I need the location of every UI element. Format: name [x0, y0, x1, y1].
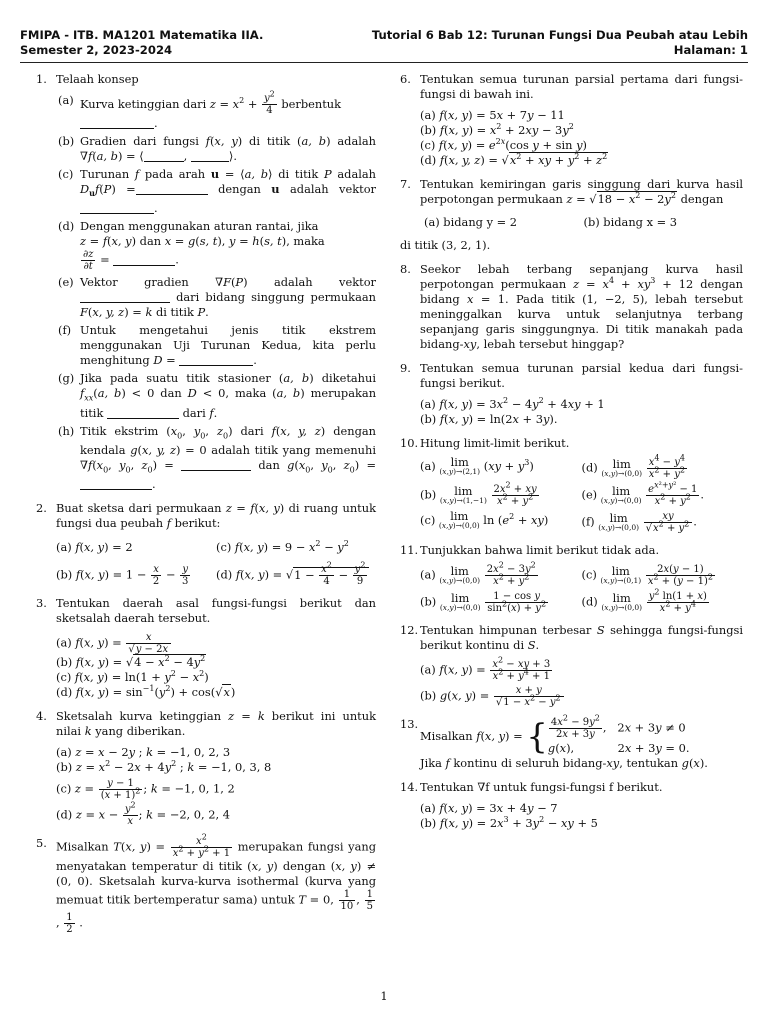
item-label: (b) [58, 134, 75, 148]
item-a: (a) f(x, y) = $\frac{x^2 - xy + 3}{x^2 + y^4 + 1}$ [420, 655, 551, 682]
item-e: (e) lim (x,y)→(0,0) $\frac{e^{x^2+y^2} - 1}{x^2 + y^2}$ . [581, 480, 705, 507]
answer-blank[interactable] [191, 150, 229, 162]
question-title: Tentukan himpunan terbesar S sehingga fungsi-fungsi berikut kontinu di S. [420, 623, 743, 652]
item-b: (b) bidang x = 3 [583, 215, 678, 229]
question-5 [36, 832, 377, 936]
question-title: Sketsalah kurva ketinggian z = k berikut ini untuk nilai k yang diberikan. [56, 709, 376, 739]
question-2 [36, 501, 376, 587]
item-label: (e) [58, 275, 74, 290]
question-11 [400, 543, 743, 614]
item-c: (c) lim (x,y)→(0,1) $\frac{2x(y - 1)}{x^2 + (y - 1)^2}$ [581, 563, 713, 587]
question-intro: Misalkan f(x, y) = [420, 729, 527, 743]
semester: Semester 2, 2023-2024 [20, 43, 173, 57]
row [56, 560, 376, 588]
question-10 [400, 436, 743, 534]
item-a: (a) bidang y = 2 [424, 215, 518, 229]
question-title: Tentukan semua turunan parsial pertama dari fungsi-fungsi di bawah ini. [420, 72, 743, 101]
item-b: (b) f(x, y) = ln(2x + 3y). [420, 412, 558, 426]
left-column [36, 72, 376, 944]
question-8 [400, 262, 743, 352]
question-tail: Jika f kontinu di seluruh bidang-xy, tentukan g(x). [420, 756, 708, 770]
sub-list [420, 397, 743, 427]
question-number: 13. [400, 717, 419, 731]
item-c: (c) f(x, $y) = 9 - x^2 - y^2$ [216, 539, 349, 555]
header-divider [20, 62, 748, 63]
course-title: FMIPA - ITB. MA1201 Matematika IIA. [20, 28, 264, 42]
tutorial-title: Tutorial 6 Bab 12: Turunan Fungsi Dua Peubah atau Lebih [371, 28, 748, 42]
answer-blank[interactable] [80, 202, 154, 214]
question-title: Hitung limit-limit berikut. [420, 436, 570, 450]
answer-blank[interactable] [179, 354, 253, 366]
question-number: 10. [400, 436, 419, 450]
answer-blank[interactable] [80, 478, 152, 490]
question-title: Buat sketsa dari permukaan z = f(x, y) di ruang untuk fungsi dua peubah f berikut: [56, 501, 376, 531]
item-a: (a) lim (x,y)→(0,0) $\frac{2x^2 - 3y^2}{x^2 + y^2}$ [420, 560, 536, 587]
item-b: (b) $z = x^2 - 2x + 4y^2$ ; k = −1, 0, 3, 8 [56, 759, 272, 775]
question-6 [400, 72, 743, 168]
question-text: Misalkan T(x, y) = $\frac{x^2}{x^2 + y^2 + 1}$ merupakan fungsi yang menyatakan temperatur di titik (x, y) dengan (x, y) ≠ (0, 0). Sketsalah kurva-kurva isothermal (kurva yang memuat titik bertemperatur sama) untuk T = 0, $\frac{1}{10}$ , $\frac{1}{5}$ , $\frac{1}{2}$ . [56, 832, 377, 936]
row [56, 540, 376, 555]
item-d: (d) lim (x,y)→(0,0) $\frac{y^2 \ln(1 + x)}{x^2 + y^4}$ [581, 587, 707, 614]
item-f: (f) lim (x,y)→(0,0) $\frac{xy}{√x^2 + y^2}$ . [581, 510, 697, 534]
question-number: 1. [36, 72, 47, 86]
item-e: (e) Vektor gradien ∇F(P) adalah vektor dari bidang singgung permukaan F(x, y, z) = k di titik P. [58, 275, 376, 320]
item-b: (b) g(x, y) = $\frac{x + y}{√1 - x^2 - y^2}$ [420, 685, 743, 708]
item-label: (f) [58, 323, 72, 338]
brace: { [526, 716, 548, 757]
item-g: (g) Jika pada suatu titik stasioner (a, b) diketahui $f_{xx}(a$, b) < 0 dan D < 0, maka (a, b) merupakan titik dari f. [58, 371, 377, 420]
item-label: (d) [58, 219, 75, 234]
item-d: (d) lim (x,y)→(0,0) $\frac{x^4 - y^4}{x^2 + y^2}$ [581, 453, 685, 480]
question-number: 7. [400, 177, 411, 191]
question-number: 6. [400, 72, 411, 86]
answer-blank[interactable] [144, 150, 184, 162]
item-b: (b) Gradien dari fungsi f(x, y) di titik (a, b) adalah ∇f(a, b) = ⟨ , ⟩. [58, 134, 377, 163]
question-3 [36, 596, 376, 700]
question-9 [400, 361, 743, 427]
question-title: Tentukan ∇f untuk fungsi-fungsi f berikut. [420, 780, 663, 794]
row [420, 215, 743, 230]
item-h: (h) Titik ekstrim ($x_0$, $y_0$, $z_0$) dari f(x, y, z) dengan kendala g(x, y, z) = 0 adalah titik yang memenuhi $\nabla f(x_0$, $y_0$, $z_0$) = dan $g(x_0$, $y_0$, $z_0$) = . [58, 423, 377, 492]
item-d: (d) z = x − $\frac{y^2}{x}$ ; k = −2, 0, 2, 4 [56, 800, 231, 828]
question-title: Tentukan kemiringan garis singgung dari kurva hasil perpotongan permukaan $z = √18 - x^2 - 2y^2$ dengan [420, 177, 743, 206]
item-label: (h) [58, 423, 75, 438]
header-left [20, 28, 263, 58]
item-b: (b) f(x, $y) = x^2 + 2xy - 3y^2$ [420, 122, 574, 137]
question-13 [400, 713, 743, 771]
item-d: (d) Dengan menggunakan aturan rantai, jika z = f(x, y) dan x = g(s, t), y = h(s, t), maka $\frac{\partial z}{\partial t}$ = . [58, 219, 325, 273]
question-text: Seekor lebah terbang sepanjang kurva hasil perpotongan permukaan $z = x^4 + xy^3 + 12$ dengan bidang x = 1. Pada titik (1, −2, 5), lebah tersebut meninggalkan kurva untuk selanjutnya terbang sepanjang garis singgungnya. Di titik manakah pada bidang-xy, lebah tersebut hinggap? [420, 262, 744, 351]
row [420, 480, 743, 507]
sub-list [56, 745, 376, 827]
item-b: (b) lim (x,y)→(1,−1) $\frac{2x^2 + xy}{x^2 + y^2}$ [420, 480, 537, 507]
question-number: 12. [400, 623, 419, 637]
item-label: (a) [58, 93, 74, 107]
question-number: 3. [36, 596, 47, 611]
answer-blank[interactable] [107, 407, 179, 419]
item-b: (b) lim (x,y)→(0,0) $\frac{\text{1 − cos y}}{\sin^2(x) + y^2}$ [420, 590, 547, 614]
item-d: (d) f(x, $y) = \sin^{-1}(y^2) + \cos(√x)$ [56, 684, 236, 700]
case-1: $\frac{4x^2 - 9y^2}{2x + 3y}$ , 2x + 3y ≠ 0 [550, 713, 686, 740]
row [420, 560, 743, 587]
question-number: 11. [400, 543, 419, 557]
question-number: 9. [400, 361, 411, 375]
item-d: (d) f(x, y) = √1 − $\frac{x^2}{4}$ − $\frac{y^2}{9}$ [216, 564, 376, 587]
item-c: (c) lim (x,y)→(0,0) $\ln (e^2 + xy)$ [420, 509, 549, 530]
item-b: (b) f(x, $y) = 2x^3 + 3y^2$ − xy + 5 [420, 815, 598, 830]
question-number: 2. [36, 501, 47, 516]
answer-blank[interactable] [80, 117, 154, 129]
row [420, 453, 743, 480]
item-d: (d) f(x, y, $z) = √x^2$ + xy + $y^2 + z^2$ [420, 152, 608, 167]
question-number: 8. [400, 262, 411, 276]
question-tail: di titik (3, 2, 1). [400, 238, 491, 252]
item-c: (c) z = $\frac{y - 1}{(x + 1)^2}$ ; k = −1, 0, 1, 2 [56, 778, 235, 802]
item-a: (a) lim (x,y)→(2,1) $(xy + y^3)$ [420, 455, 534, 476]
page-number: 1 [380, 989, 388, 1003]
sub-list [56, 632, 376, 700]
question-title: Tunjukkan bahwa limit berikut tidak ada. [420, 543, 660, 557]
row [420, 587, 743, 614]
page-label: Halaman: 1 [673, 43, 748, 57]
row [420, 511, 743, 534]
question-14 [400, 780, 743, 831]
question-1 [36, 72, 376, 492]
item-a: (a) z = x − 2y ; k = −1, 0, 2, 3 [56, 745, 231, 760]
cases [547, 713, 690, 756]
answer-blank[interactable] [80, 291, 170, 303]
sub-list [420, 801, 743, 831]
item-b: (b) f(x, y) = 1 − $\frac{x}{2}$ − $\frac{y}{3}$ [56, 564, 189, 588]
question-title: Tentukan daerah asal fungsi-fungsi berikut dan sketsalah daerah tersebut. [56, 596, 376, 626]
item-b: (b) f(x, $y) = √4 - x^2 - 4y^2$ [56, 654, 206, 670]
case-2: g(x), 2x + 3y = 0. [547, 741, 690, 755]
question-title: Telaah konsep [56, 72, 139, 86]
item-label: (c) [58, 167, 74, 181]
question-number: 4. [36, 709, 47, 724]
item-a: (a) f(x, y) = $\frac{x}{√y - 2x}$ [56, 632, 376, 655]
item-c: (c) Turunan f pada arah u = ⟨a, b⟩ di titik P adalah $D_uf(P)$ = dengan u adalah vektor . [58, 167, 377, 216]
item-a: (a) f(x, y) = 5x + 7y − 11 [420, 108, 565, 122]
item-a: (a) f(x, $y) = 3x^2 - 4y^2 + 4xy + 1$ [420, 396, 605, 411]
item-a-text-visual: Kurva ketinggian dari $z = x^2$ + $\frac{y^2}{4}$ berbentuk [80, 89, 342, 116]
item-label: (g) [58, 371, 75, 386]
right-column [400, 72, 743, 840]
item-a: (a) Kurva ketinggian dari $z = x^2$ + $\frac{y^2}{4}$ berbentuk . [58, 89, 342, 130]
answer-blank[interactable] [136, 183, 208, 195]
sub-list [420, 108, 743, 168]
header-right [372, 28, 748, 58]
item-a: (a) f(x, y) = 3x + 4y − 7 [420, 801, 558, 815]
question-4 [36, 709, 376, 827]
item-a: (a) f(x, y) = 2 [56, 540, 133, 555]
question-7 [400, 177, 743, 253]
item-c: (c) f(x, $y) = e^{2x}(\cos$ y + sin y) [420, 137, 587, 152]
sub-list [420, 655, 743, 708]
sub-list [56, 89, 377, 492]
question-number: 5. [36, 836, 47, 851]
question-number: 14. [400, 780, 419, 794]
item-c: (c) f(x, $y) = \ln(1 + y^2 - x^2)$ [56, 669, 209, 685]
item-f: (f) Untuk mengetahui jenis titik ekstrem menggunakan Uji Turunan Kedua, kita perlu menghitung D = . [58, 323, 376, 368]
question-title: Tentukan semua turunan parsial kedua dari fungsi-fungsi berikut. [420, 361, 743, 390]
question-12 [400, 623, 743, 708]
answer-blank[interactable] [181, 459, 251, 471]
answer-blank[interactable] [113, 254, 175, 266]
piecewise [420, 713, 743, 757]
